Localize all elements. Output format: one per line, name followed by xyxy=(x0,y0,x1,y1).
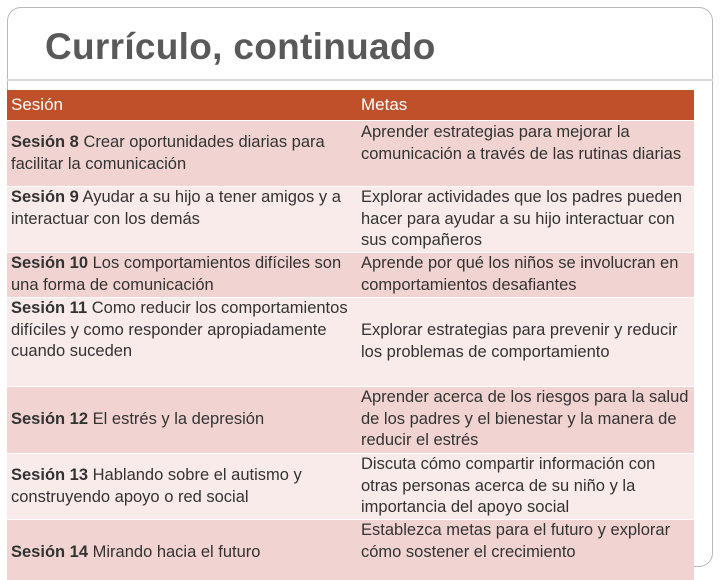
table-row xyxy=(7,120,694,186)
session-title: El estrés y la depresión xyxy=(88,410,265,429)
curriculum-table xyxy=(7,90,694,580)
session-title: Hablando sobre el autismo y construyendo apoyo o red social xyxy=(11,465,302,506)
session-title: Ayudar a su hijo a tener amigos y a interactuar con los demás xyxy=(11,188,341,228)
session-number: Sesión 10 xyxy=(11,254,89,272)
table-row xyxy=(7,186,694,252)
session-cell xyxy=(7,520,353,580)
session-title: Como reducir los comportamientos difíciles y como responder apropiadamente cuando suceden xyxy=(11,299,348,361)
table-row xyxy=(7,252,694,297)
session-title: Crear oportunidades diarias para facilitar la comunicación xyxy=(11,133,325,173)
header-goals: Metas xyxy=(361,95,408,114)
goal-text: Explorar estrategias para prevenir y reducir los problemas de comportamiento xyxy=(361,321,678,361)
session-number: Sesión 11 xyxy=(11,299,88,317)
goal-cell: Aprender estrategias para mejorar la comunicación a través de las rutinas diarias xyxy=(361,123,682,163)
session-title: Los comportamientos difíciles son una forma de comunicación xyxy=(11,254,342,294)
session-cell xyxy=(7,121,353,186)
session-cell xyxy=(7,298,353,386)
session-cell xyxy=(7,454,353,519)
session-number: Sesión 9 xyxy=(11,188,79,206)
goal-cell: Establezca metas para el futuro y explorar cómo sostener el crecimiento xyxy=(361,521,671,561)
goal-cell: Aprende por qué los niños se involucran en comportamientos desafiantes xyxy=(361,254,679,294)
goal-cell: Aprender acerca de los riesgos para la salud de los padres y el bienestar y la manera de reducir el estrés xyxy=(361,388,689,450)
session-cell xyxy=(7,253,353,297)
session-cell xyxy=(7,187,353,252)
session-number: Sesión 14 xyxy=(11,543,89,561)
session-title: Mirando hacia el futuro xyxy=(88,543,261,561)
session-number: Sesión 12 xyxy=(11,410,89,429)
session-number: Sesión 8 xyxy=(11,133,79,151)
header-session: Sesión xyxy=(11,95,63,114)
goal-cell xyxy=(353,298,694,386)
goal-cell: Discuta cómo compartir información con otras personas acerca de su niño y la importancia del apoyo social xyxy=(361,455,656,517)
table-row xyxy=(7,453,694,519)
title-divider xyxy=(7,79,713,81)
table-row xyxy=(7,297,694,386)
goal-cell: Explorar actividades que los padres pueden hacer para ayudar a su hijo interactuar con sus compañeros xyxy=(361,188,683,250)
table-row xyxy=(7,386,694,453)
slide-title: Currículo, continuado xyxy=(45,26,436,67)
session-cell xyxy=(7,387,353,453)
session-number: Sesión 13 xyxy=(11,465,89,484)
table-header-row xyxy=(7,90,694,120)
table-row xyxy=(7,519,694,580)
